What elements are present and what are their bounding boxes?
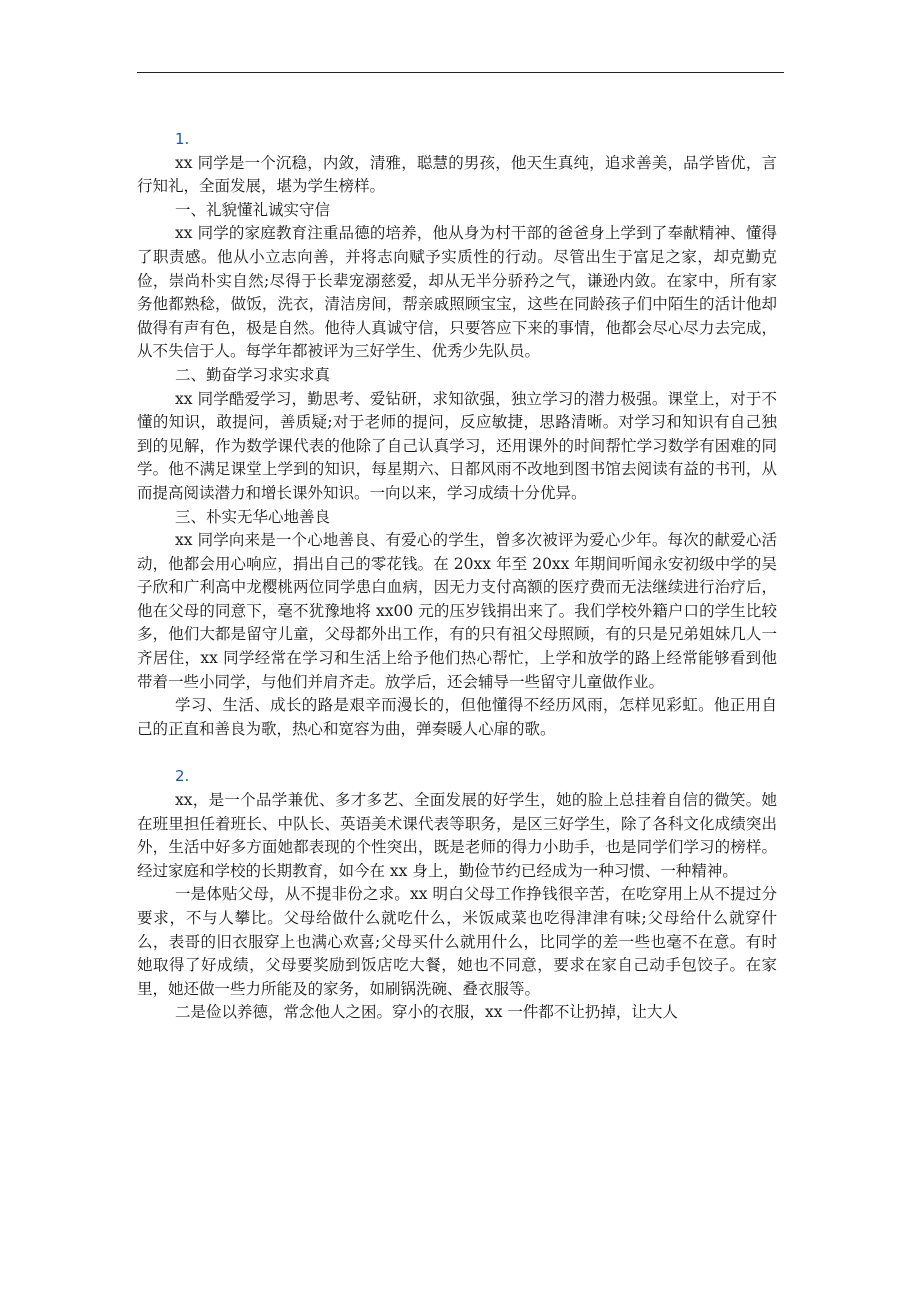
section-number: 1.	[175, 130, 190, 148]
intro-paragraph: xx 同学是一个沉稳，内敛，清雅，聪慧的男孩，他天生真纯，追求善美，品学皆优，言行知礼，全面发展，堪为学生榜样。	[137, 153, 777, 196]
heading-diligent-study: 二、勤奋学习求实求真	[175, 365, 331, 384]
intro-paragraph: xx，是一个品学兼优、多才多艺、全面发展的好学生，她的脸上总挂着自信的微笑。她在班里担任着班长、中队长、英语美术课代表等职务，是区三好学生，除了各科文化成绩突出外，生活中好多方面她都表现的个性突出，既是老师的得力小助手，也是同学们学习的榜样。经过家庭和学校的长期教育，如今在 xx 身上，勤俭节约已经成为一种习惯、一种精神。	[137, 791, 777, 880]
section-number: 2.	[175, 767, 190, 786]
body-paragraph: xx 同学酷爱学习，勤思考、爱钻研，求知欲强，独立学习的潜力极强。课堂上，对于不懂的知识，敢提问，善质疑;对于老师的提问，反应敏捷，思路清晰。对学习和知识有自己独到的见解，作为数学课代表的他除了自己认真学习，还用课外的时间帮忙学习数学有困难的同学。他不满足课堂上学到的知识，每星期六、日都风雨不改地到图书馆去阅读有益的书刊，从而提高阅读潜力和增长课外知识。一向以来，学习成绩十分优异。	[137, 389, 777, 502]
document-body	[137, 128, 777, 1025]
header-rule	[137, 72, 784, 73]
body-paragraph: xx 同学的家庭教育注重品德的培养，他从身为村干部的爸爸身上学到了奉献精神、懂得了职责感。他从小立志向善，并将志向赋予实质性的行动。尽管出生于富足之家，却克勤克俭，崇尚朴实自然;尽得于长辈宠溺慈爱，却从无半分骄矜之气，谦逊内敛。在家中，所有家务他都熟稔，做饭，洗衣，清洁房间，帮亲戚照顾宝宝，这些在同龄孩子们中陌生的活计他却做得有声有色，极是自然。他待人真诚守信，只要答应下来的事情，他都会尽心尽力去完成，从不失信于人。每学年都被评为三好学生、优秀少先队员。	[137, 224, 777, 361]
body-paragraph: 二是俭以养德，常念他人之困。穿小的衣服，xx 一件都不让扔掉，让大人	[175, 1003, 678, 1022]
closing-paragraph: 学习、生活、成长的路是艰辛而漫长的，但他懂得不经历风雨，怎样见彩虹。他正用自己的正直和善良为歌，热心和宽容为曲，弹奏暖人心扉的歌。	[137, 696, 777, 738]
section-gap	[137, 741, 777, 765]
body-paragraph: 一是体贴父母，从不提非份之求。xx 明白父母工作挣钱很辛苦，在吃穿用上从不提过分要求，不与人攀比。父母给做什么就吃什么，米饭咸菜也吃得津津有味;父母给什么就穿什么，表哥的旧衣服穿上也满心欢喜;父母买什么就用什么，比同学的差一些也毫不在意。有时她取得了好成绩，父母要奖励到饭店吃大餐，她也不同意，要求在家自己动手包饺子。在家里，她还做一些力所能及的家务，如刷锅洗碗、叠衣服等。	[137, 885, 777, 998]
heading-kind-heart: 三、朴实无华心地善良	[175, 507, 331, 526]
heading-courtesy-honesty: 一、礼貌懂礼诚实守信	[175, 200, 331, 219]
body-paragraph: xx 同学向来是一个心地善良、有爱心的学生，曾多次被评为爱心少年。每次的献爱心活动，他都会用心响应，捐出自己的零花钱。在 20xx 年至 20xx 年期间听闻永安初级中学的吴子欣和广利高中龙樱桃两位同学患白血病，因无力支付高额的医疗费而无法继续进行治疗后，他在父母的同意下，毫不犹豫地将 xx00 元的压岁钱捐出来了。我们学校外籍户口的学生比较多，他们大都是留守儿童，父母都外出工作，有的只有祖父母照顾，有的只是兄弟姐妹几人一齐居住，xx 同学经常在学习和生活上给予他们热心帮忙，上学和放学的路上经常能够看到他带着一些小同学，与他们并肩齐走。放学后，还会辅导一些留守儿童做作业。	[137, 531, 777, 691]
